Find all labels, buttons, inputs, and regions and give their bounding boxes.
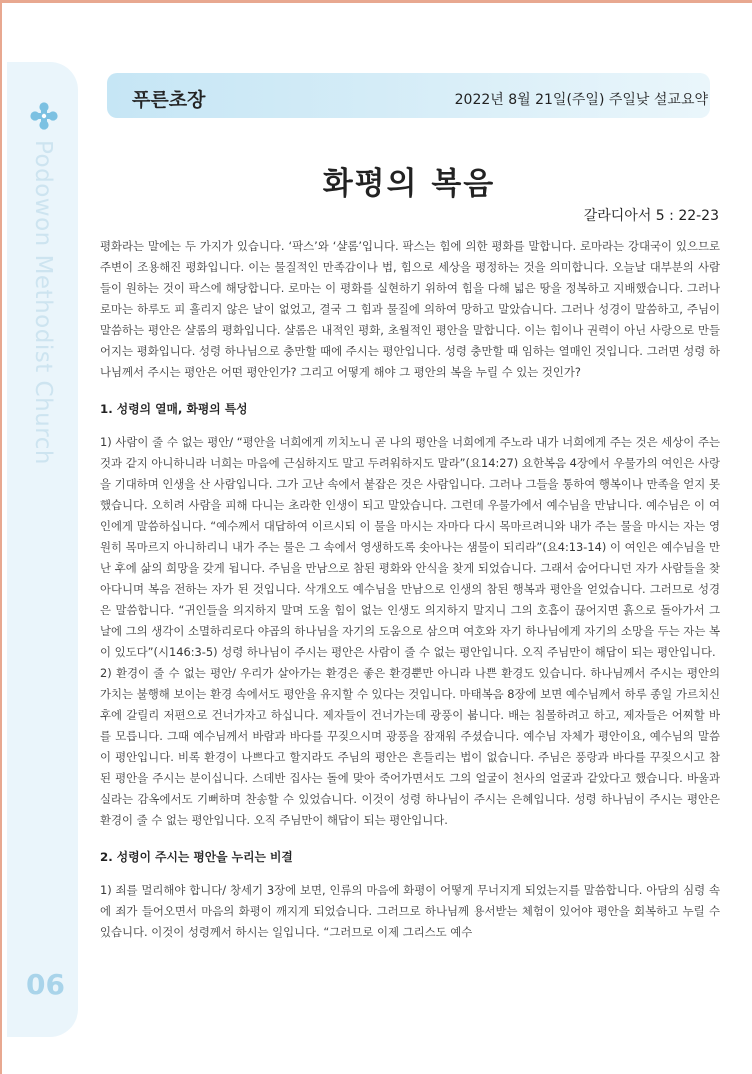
page-number: 06 bbox=[26, 968, 65, 1001]
church-cross-logo-icon bbox=[30, 102, 58, 130]
sermon-date: 2022년 8월 21일(주일) 주일낮 설교요약 bbox=[454, 92, 708, 108]
top-border-line bbox=[0, 0, 752, 3]
church-name-vertical: Podowon Methodist Church bbox=[30, 140, 56, 465]
left-border-line bbox=[0, 0, 2, 1074]
body-paragraph: 2) 환경이 줄 수 없는 평안/ 우리가 살아가는 환경은 좋은 환경뿐만 아니라 나쁜 환경도 있습니다. 하나님께서 주시는 평안의 가치는 불행해 보이는 환경 속에서도 평안을 유지할 수 있다는 것입니다. 마태복음 8장에 보면 예수님께서 하루 종일 가르치신 후에 갈릴리 저편으로 건너가자고 하십니다. 제자들이 건너가는데 광풍이 붑니다. 배는 침몰하려고 하고, 제자들은 어찌할 바를 모릅니다. 그때 예수님께서 바람과 바다를 꾸짖으시며 광풍을 잠재워 주셨습니다. 예수님 자체가 평안이요, 예수님의 말씀이 평안입니다. 비록 환경이 나쁘다고 할지라도 주님의 평안은 흔들리는 법이 없습니다. 주님은 풍랑과 바다를 꾸짖으시고 참된 평안을 주시는 분이십니다. 스데반 집사는 돌에 맞아 죽어가면서도 그의 얼굴이 천사의 얼굴과 같았다고 했습니다. 바울과 실라는 감옥에서도 기뻐하며 찬송할 수 있었습니다. 이것이 성령 하나님이 주시는 은혜입니다. 성령 하나님이 주시는 평안은 환경이 줄 수 없는 평안입니다. 오직 주님만이 해답이 되는 평안입니다. bbox=[100, 666, 720, 827]
body-paragraph: 1) 사람이 줄 수 없는 평안/ “평안을 너희에게 끼치노니 곧 나의 평안을 너희에게 주노라 내가 너희에게 주는 것은 세상이 주는 것과 같지 아니하니라 너희는 마음에 근심하지도 말고 두려워하지도 말라”(요14:27) 요한복음 4장에서 우물가의 여인은 사랑을 기대하며 인생을 산 사람입니다. 그가 고난 속에서 붙잡은 것은 사람입니다. 그러나 그들을 통하여 행복이나 만족을 얻지 못했습니다. 오히려 사람을 피해 다니는 초라한 인생이 되고 말았습니다. 그런데 우물가에서 예수님을 만납니다. 예수님은 이 여인에게 말씀하십니다. “예수께서 대답하여 이르시되 이 물을 마시는 자마다 다시 목마르려니와 내가 주는 물을 마시는 자는 영원히 목마르지 아니하리니 내가 주는 물은 그 속에서 영생하도록 솟아나는 샘물이 되리라”(요4:13-14) 이 여인은 예수님을 만난 후에 삶의 희망을 갖게 됩니다. 주님을 만남으로 참된 평화와 안식을 찾게 되었습니다. 그래서 숨어다니던 자가 사람들을 찾아다니며 복음 전하는 자가 된 것입니다. 삭개오도 예수님을 만남으로 인생의 참된 행복과 평안을 얻었습니다. 그러므로 성경은 말씀합니다. “귀인들을 의지하지 말며 도울 힘이 없는 인생도 의지하지 말지니 그의 호흡이 끊어지면 흙으로 돌아가서 그 날에 그의 생각이 소멸하리로다 야곱의 하나님을 자기의 도움으로 삼으며 여호와 자기 하나님에게 자기의 소망을 두는 자는 복이 있도다”(시146:3-5) 성령 하나님이 주시는 평안은 사람이 줄 수 없는 평안입니다. 오직 주님만이 해답이 되는 평안입니다. bbox=[100, 435, 721, 659]
sermon-body bbox=[100, 236, 720, 943]
section-label: 푸른초장 bbox=[132, 89, 206, 111]
section-heading: 2. 성령이 주시는 평안을 누리는 비결 bbox=[100, 850, 293, 864]
sermon-title: 화평의 복음 bbox=[322, 166, 496, 202]
section-heading: 1. 성령의 열매, 화평의 특성 bbox=[100, 402, 248, 416]
body-paragraph: 1) 죄를 멀리해야 합니다/ 창세기 3장에 보면, 인류의 마음에 화평이 어떻게 무너지게 되었는지를 말씀합니다. 아담의 심령 속에 죄가 들어오면서 마음의 화평이 깨지게 되었습니다. 그러므로 하나님께 용서받는 체험이 있어야 평안을 회복하고 누릴 수 있습니다. 이것이 성령께서 하시는 일입니다. “그러므로 이제 그리스도 예수 bbox=[100, 883, 720, 939]
intro-paragraph: 평화라는 말에는 두 가지가 있습니다. ‘팍스’와 ‘샬롬’입니다. 팍스는 힘에 의한 평화를 말합니다. 로마라는 강대국이 있으므로 주변이 조용해진 평화입니다. 이는 물질적인 만족감이나 법, 힘으로 세상을 평정하는 것을 의미합니다. 오늘날 대부분의 사람들이 원하는 것이 팍스에 해당합니다. 로마는 이 평화를 실현하기 위하여 힘을 다해 넓은 땅을 정복하고 지배했습니다. 그러나 로마는 하루도 피 흘리지 않은 날이 없었고, 결국 그 힘과 물질에 의하여 망하고 말았습니다. 그러나 성경이 말씀하고, 주님이 말씀하는 평안은 샬롬의 평화입니다. 샬롬은 내적인 평화, 초월적인 평안을 말합니다. 이는 힘이나 권력이 아닌 사랑으로 만들어지는 평화입니다. 성령 하나님으로 충만할 때에 주시는 평안입니다. 성령 충만할 때 임하는 열매인 것입니다. 그러면 성령 하나님께서 주시는 평안은 어떤 평안인가? 그리고 어떻게 해야 그 평안의 복을 누릴 수 있는 것인가? bbox=[100, 239, 720, 379]
scripture-reference: 갈라디아서 5 : 22-23 bbox=[583, 208, 719, 224]
